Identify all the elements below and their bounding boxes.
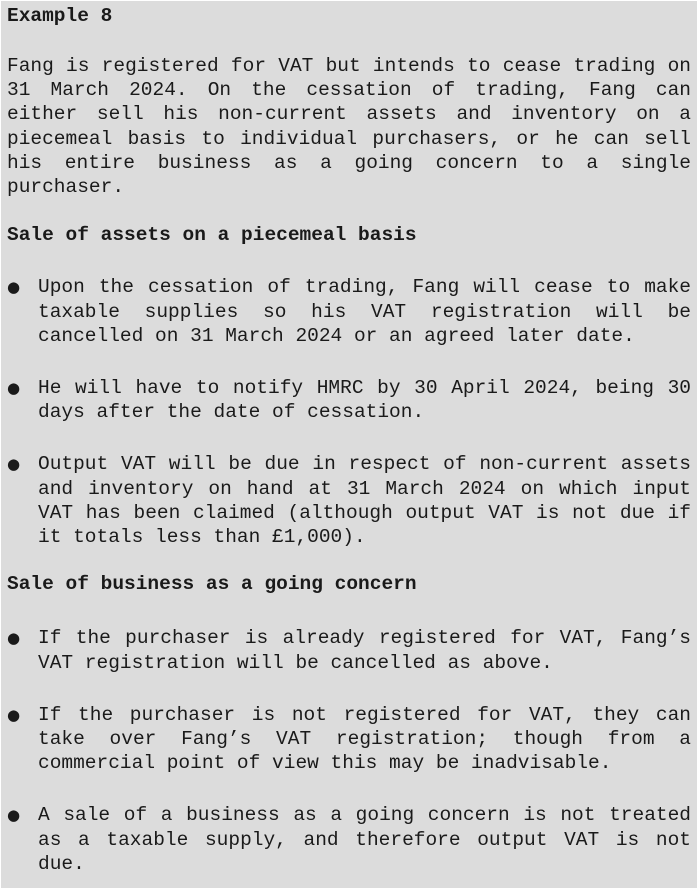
list-item-text: If the purchaser is not registered for VAT, they can take over Fang’s VAT registration; though from a commercial point of view this may be inadvisable. — [38, 703, 691, 775]
bullet-list-piecemeal — [7, 275, 691, 549]
bullet-icon: ● — [7, 806, 21, 825]
list-item-text: If the purchaser is already registered for VAT, Fang’s VAT registration will be cancelled as above. — [38, 627, 691, 674]
bullet-icon: ● — [7, 278, 21, 297]
list-item — [7, 376, 691, 424]
list-item-text: Output VAT will be due in respect of non-current assets and inventory on hand at 31 March 2024 on which input VAT has been claimed (although output VAT is not due if it totals less than £1,000). — [38, 453, 691, 549]
bullet-icon: ● — [7, 455, 21, 474]
list-item-text: A sale of a business as a going concern is not treated as a taxable supply, and therefore output VAT is not due. — [38, 804, 691, 875]
list-item — [7, 452, 691, 549]
section-heading-piecemeal: Sale of assets on a piecemeal basis — [7, 224, 417, 247]
list-item — [7, 703, 691, 776]
example-panel — [1, 1, 697, 888]
bullet-icon: ● — [7, 629, 21, 648]
bullet-list-going-concern — [7, 626, 691, 876]
example-title: Example 8 — [7, 5, 113, 27]
bullet-icon: ● — [7, 379, 21, 398]
list-item-text: Upon the cessation of trading, Fang will cease to make taxable supplies so his VAT registration will be cancelled on 31 March 2024 or an agreed later date. — [38, 276, 691, 347]
list-item — [7, 626, 691, 674]
bullet-icon: ● — [7, 705, 21, 724]
list-item — [7, 275, 691, 348]
section-heading-going-concern: Sale of business as a going concern — [7, 573, 417, 596]
list-item-text: He will have to notify HMRC by 30 April 2024, being 30 days after the date of cessation. — [38, 377, 691, 424]
list-item — [7, 803, 691, 876]
intro-paragraph: Fang is registered for VAT but intends to cease trading on 31 March 2024. On the cessation of trading, Fang can either sell his non-current assets and inventory on a piecemeal basis to individual purchasers, or he can sell his entire business as a going concern to a single purchaser. — [7, 55, 691, 199]
